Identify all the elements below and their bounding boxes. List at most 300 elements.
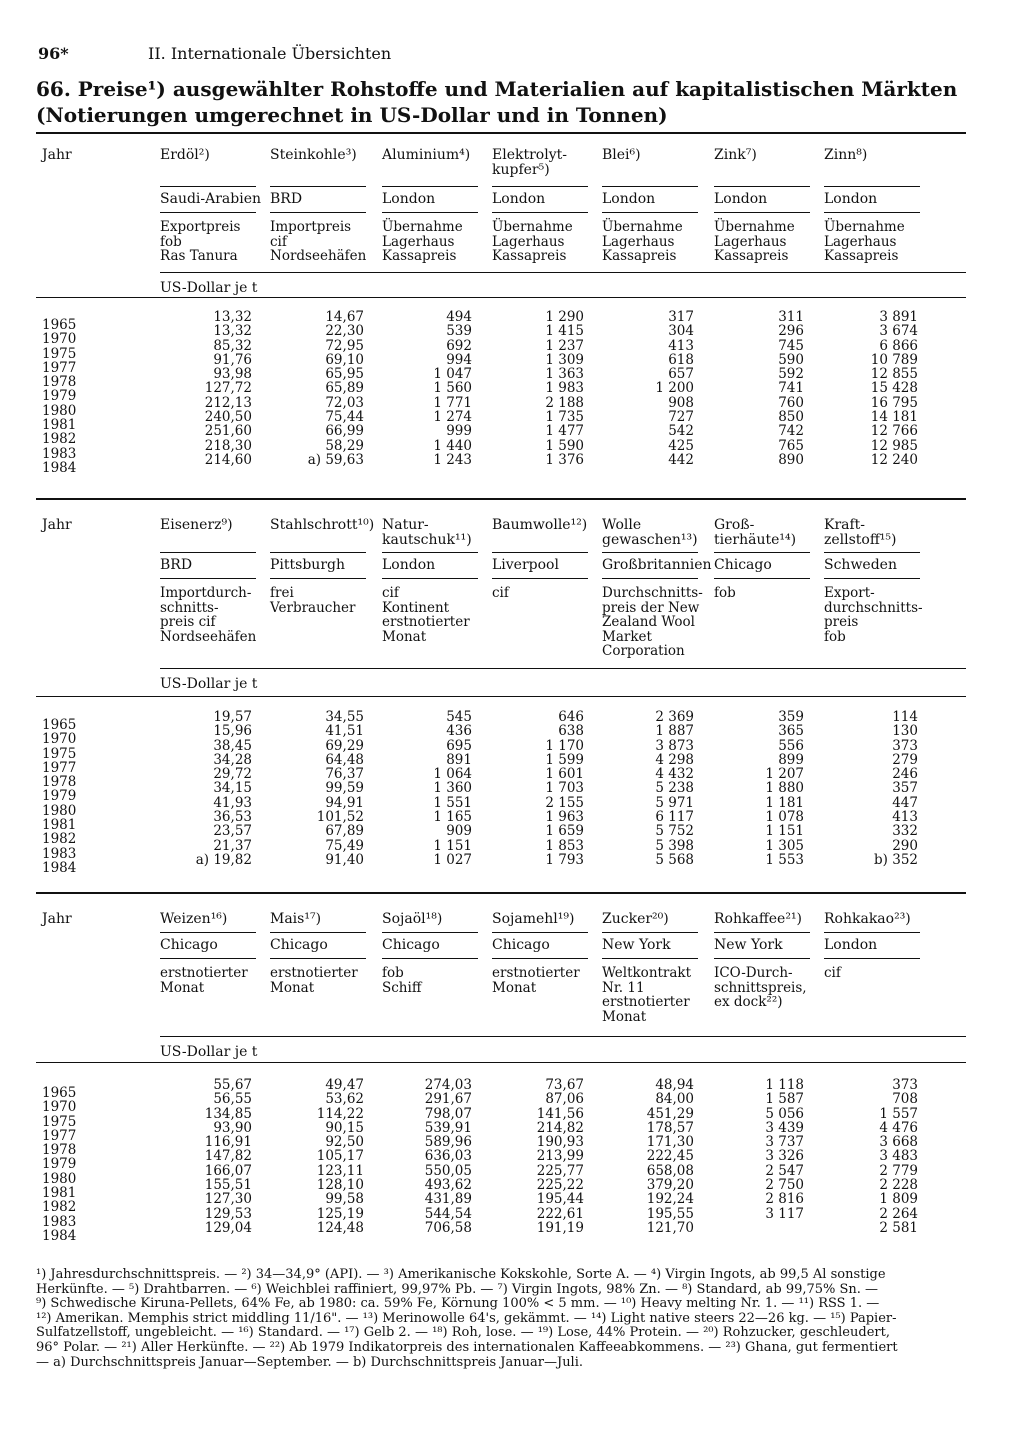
price-cell: 65,95 <box>325 366 364 383</box>
price-cell: 128,10 <box>316 1177 364 1194</box>
price-cell: 706,58 <box>424 1219 472 1236</box>
price-cell: 1 703 <box>545 780 584 797</box>
price-cell: 447 <box>892 794 918 811</box>
price-cell: 22,30 <box>325 323 364 340</box>
price-cell: 13,32 <box>213 309 252 325</box>
price-cell: 3 873 <box>655 737 694 754</box>
price-cell: 240,50 <box>204 409 252 426</box>
price-cell: 192,24 <box>646 1191 694 1208</box>
price-cell: 222,61 <box>536 1205 584 1222</box>
price-cell: 1 771 <box>433 394 472 411</box>
price-cell: 3 439 <box>765 1119 804 1136</box>
market-location: New York <box>714 937 783 953</box>
header-rule <box>160 932 256 933</box>
year-cell: 1975 <box>42 745 77 762</box>
value-column <box>254 310 364 467</box>
market-location: Liverpool <box>492 557 559 573</box>
price-basis-description: Übernahme Lagerhaus Kassapreis <box>824 219 905 264</box>
footnote-line: ⁹) Schwedische Kiruna-Pellets, 64% Fe, ab 1980: ca. 59% Fe, Körnung 100% < 5 mm. — ¹⁰) Heavy melting Nr. 1. — ¹¹) RSS 1. — <box>36 1296 880 1312</box>
price-basis-description: Übernahme Lagerhaus Kassapreis <box>382 219 463 264</box>
value-column <box>254 1078 364 1235</box>
price-basis-description: Durchschnitts- preis der New Zealand Wool Market Corporation <box>602 585 703 659</box>
price-cell: 225,22 <box>536 1177 584 1194</box>
price-cell: 436 <box>446 723 472 740</box>
footnote-line: Herkünfte. — ⁵) Drahtbarren. — ⁶) Weichblei raffiniert, 99,97% Pb. — ⁷) Virgin Ingots, 98% Zn. — ⁸) Standard, ab 99,75% Sn. — <box>36 1281 879 1297</box>
price-cell: 1 274 <box>433 409 472 426</box>
price-cell: 742 <box>778 423 804 440</box>
price-cell: 1 290 <box>545 309 584 325</box>
price-cell: b) 352 <box>874 851 918 868</box>
header-rule <box>714 212 810 213</box>
header-rule <box>160 186 256 187</box>
price-cell: 545 <box>446 709 472 725</box>
year-cell: 1965 <box>42 317 77 333</box>
market-location: Chicago <box>492 937 550 953</box>
price-cell: 899 <box>778 751 804 768</box>
price-cell: 494 <box>446 309 472 325</box>
year-cell: 1978 <box>42 774 77 791</box>
price-cell: 16 795 <box>870 394 918 411</box>
value-column <box>474 710 584 867</box>
unit-bottom-rule <box>36 696 966 697</box>
value-column <box>808 1078 918 1235</box>
header-rule <box>270 552 366 553</box>
price-cell: 129,04 <box>204 1219 252 1236</box>
price-cell: 127,72 <box>204 380 252 397</box>
price-cell: 2 750 <box>765 1177 804 1194</box>
price-cell: 1 590 <box>545 437 584 454</box>
price-cell: 130 <box>892 723 918 740</box>
price-cell: 745 <box>778 337 804 354</box>
price-cell: 34,15 <box>213 780 252 797</box>
market-location: Pittsburgh <box>270 557 345 573</box>
price-cell: 5 398 <box>655 837 694 854</box>
commodity-column-header: Aluminium⁴) <box>382 147 471 163</box>
price-cell: 999 <box>446 423 472 440</box>
header-rule <box>382 186 478 187</box>
price-cell: 2 779 <box>879 1162 918 1179</box>
value-column <box>694 1078 804 1235</box>
price-cell: 87,06 <box>545 1091 584 1108</box>
price-cell: 3 737 <box>765 1134 804 1151</box>
price-cell: 274,03 <box>424 1077 472 1093</box>
price-cell: 105,17 <box>316 1148 364 1165</box>
price-cell: 13,32 <box>213 323 252 340</box>
price-cell: 590 <box>778 351 804 368</box>
commodity-column-header: Wolle gewaschen¹³) <box>602 517 698 548</box>
year-cell: 1970 <box>42 731 77 748</box>
section-title: II. Internationale Übersichten <box>148 44 392 63</box>
price-cell: 1 587 <box>765 1091 804 1108</box>
price-cell: 1 551 <box>433 794 472 811</box>
header-rule <box>714 578 810 579</box>
value-column <box>694 710 804 867</box>
price-cell: 1 553 <box>765 851 804 868</box>
price-cell: 2 264 <box>879 1205 918 1222</box>
commodity-column-header: Erdöl²) <box>160 147 210 163</box>
price-cell: 56,55 <box>213 1091 252 1108</box>
year-cell: 1970 <box>42 331 77 348</box>
year-cell: 1980 <box>42 1170 77 1187</box>
price-cell: 99,59 <box>325 780 364 797</box>
price-cell: 64,48 <box>325 751 364 768</box>
price-cell: 125,19 <box>316 1205 364 1222</box>
price-basis-description: Importpreis cif Nordseehäfen <box>270 219 367 264</box>
price-basis-description: erstnotierter Monat <box>492 965 580 996</box>
price-cell: 12 855 <box>870 366 918 383</box>
price-cell: 2 547 <box>765 1162 804 1179</box>
price-cell: 171,30 <box>646 1134 694 1151</box>
price-table-block <box>36 498 966 876</box>
price-cell: 99,58 <box>325 1191 364 1208</box>
price-cell: 493,62 <box>424 1177 472 1194</box>
table-top-rule <box>36 132 966 134</box>
price-cell: 3 891 <box>879 309 918 325</box>
price-cell: 413 <box>892 809 918 826</box>
price-cell: 12 240 <box>870 451 918 468</box>
year-cell: 1979 <box>42 788 77 805</box>
price-cell: 359 <box>778 709 804 725</box>
price-cell: 225,77 <box>536 1162 584 1179</box>
header-rule <box>492 578 588 579</box>
price-basis-description: Übernahme Lagerhaus Kassapreis <box>602 219 683 264</box>
value-column <box>474 310 584 467</box>
header-rule <box>270 578 366 579</box>
price-cell: 1 078 <box>765 809 804 826</box>
price-cell: 251,60 <box>204 423 252 440</box>
unit-top-rule <box>160 1036 966 1037</box>
price-cell: 2 188 <box>545 394 584 411</box>
value-column <box>694 310 804 467</box>
price-cell: 1 363 <box>545 366 584 383</box>
year-cell: 1984 <box>42 1227 77 1244</box>
price-cell: 147,82 <box>204 1148 252 1165</box>
price-cell: a) 59,63 <box>307 451 364 468</box>
year-cell: 1965 <box>42 1085 77 1101</box>
price-cell: 1 165 <box>433 809 472 826</box>
price-cell: 442 <box>668 451 694 468</box>
price-cell: 1 118 <box>765 1077 804 1093</box>
footnote-line: 96° Polar. — ²¹) Aller Herkünfte. — ²²) Ab 1979 Indikatorpreis des internationalen Kaffeeabkommens. — ²³) Ghana, gut fermentiert <box>36 1339 898 1355</box>
commodity-column-header: Blei⁶) <box>602 147 641 163</box>
price-cell: 1 207 <box>765 766 804 783</box>
year-cell: 1982 <box>42 1199 77 1216</box>
value-column <box>362 1078 472 1235</box>
unit-top-rule <box>160 668 966 669</box>
price-cell: 69,29 <box>325 737 364 754</box>
price-cell: 3 326 <box>765 1148 804 1165</box>
unit-label: US-Dollar je t <box>160 1044 258 1060</box>
price-cell: 69,10 <box>325 351 364 368</box>
price-cell: 222,45 <box>646 1148 694 1165</box>
price-cell: 3 483 <box>879 1148 918 1165</box>
price-cell: 291,67 <box>424 1091 472 1108</box>
price-cell: 592 <box>778 366 804 383</box>
price-cell: 539 <box>446 323 472 340</box>
price-basis-description: cif Kontinent erstnotierter Monat <box>382 585 470 645</box>
price-cell: 124,48 <box>316 1219 364 1236</box>
price-cell: 365 <box>778 723 804 740</box>
price-cell: 290 <box>892 837 918 854</box>
year-cell: 1983 <box>42 445 77 462</box>
price-cell: 3 668 <box>879 1134 918 1151</box>
price-cell: 65,89 <box>325 380 364 397</box>
price-basis-description: erstnotierter Monat <box>270 965 358 996</box>
price-cell: 23,57 <box>213 823 252 840</box>
price-cell: 214,82 <box>536 1119 584 1136</box>
price-cell: 556 <box>778 737 804 754</box>
market-location: Chicago <box>270 937 328 953</box>
header-rule <box>602 958 698 959</box>
price-cell: 2 155 <box>545 794 584 811</box>
year-cell: 1980 <box>42 802 77 819</box>
header-rule <box>492 552 588 553</box>
price-cell: 72,95 <box>325 337 364 354</box>
commodity-column-header: Stahlschrott¹⁰) <box>270 517 375 533</box>
price-cell: 1 599 <box>545 751 584 768</box>
price-cell: 1 735 <box>545 409 584 426</box>
page-header <box>38 44 988 66</box>
header-rule <box>270 958 366 959</box>
year-cell: 1975 <box>42 345 77 362</box>
price-cell: 29,72 <box>213 766 252 783</box>
price-cell: 2 816 <box>765 1191 804 1208</box>
price-cell: 49,47 <box>325 1077 364 1093</box>
price-cell: 1 047 <box>433 366 472 383</box>
price-cell: 34,28 <box>213 751 252 768</box>
header-rule <box>602 578 698 579</box>
commodity-column-header: Steinkohle³) <box>270 147 357 163</box>
market-location: Chicago <box>382 937 440 953</box>
price-cell: 413 <box>668 337 694 354</box>
price-cell: 311 <box>778 309 804 325</box>
market-location: London <box>382 557 436 573</box>
price-cell: 1 983 <box>545 380 584 397</box>
price-cell: 3 674 <box>879 323 918 340</box>
price-cell: 41,93 <box>213 794 252 811</box>
page-number: 96* <box>38 44 69 63</box>
year-cell: 1978 <box>42 374 77 391</box>
value-column <box>362 310 472 467</box>
header-rule <box>270 186 366 187</box>
year-cell: 1970 <box>42 1099 77 1116</box>
year-cell: 1982 <box>42 831 77 848</box>
year-column <box>42 1086 102 1243</box>
price-cell: 1 181 <box>765 794 804 811</box>
price-cell: 539,91 <box>424 1119 472 1136</box>
price-cell: 2 581 <box>879 1219 918 1236</box>
price-cell: 317 <box>668 309 694 325</box>
price-cell: 1 243 <box>433 451 472 468</box>
table-top-rule <box>36 892 966 894</box>
price-cell: 798,07 <box>424 1105 472 1122</box>
price-cell: 4 298 <box>655 751 694 768</box>
market-location: BRD <box>160 557 193 573</box>
price-cell: 178,57 <box>646 1119 694 1136</box>
price-cell: 55,67 <box>213 1077 252 1093</box>
price-cell: 5 971 <box>655 794 694 811</box>
unit-bottom-rule <box>36 297 966 298</box>
market-location: London <box>714 191 768 207</box>
price-cell: 304 <box>668 323 694 340</box>
commodity-column-header: Baumwolle¹²) <box>492 517 588 533</box>
commodity-column-header: Sojamehl¹⁹) <box>492 911 575 927</box>
price-cell: 1 151 <box>765 823 804 840</box>
price-cell: 12 985 <box>870 437 918 454</box>
year-cell: 1977 <box>42 359 77 376</box>
price-basis-description: cif <box>824 965 841 981</box>
header-rule <box>824 212 920 213</box>
price-cell: 890 <box>778 451 804 468</box>
price-cell: 1 305 <box>765 837 804 854</box>
price-basis-description: Übernahme Lagerhaus Kassapreis <box>714 219 795 264</box>
price-cell: 36,53 <box>213 809 252 826</box>
price-cell: 75,44 <box>325 409 364 426</box>
footnote-line: Sulfatzellstoff, ungebleicht. — ¹⁶) Standard. — ¹⁷) Gelb 2. — ¹⁸) Roh, lose. — ¹⁹) Lose, 44% Protein. — ²⁰) Rohzucker, geschleudert, <box>36 1325 890 1341</box>
header-rule <box>382 578 478 579</box>
price-cell: 994 <box>446 351 472 368</box>
table-title-line-2: (Notierungen umgerechnet in US-Dollar und in Tonnen) <box>36 103 668 127</box>
price-cell: 425 <box>668 437 694 454</box>
commodity-column-header: Elektrolyt- kupfer⁵) <box>492 147 567 178</box>
price-basis-description: Export- durchschnitts- preis fob <box>824 585 923 645</box>
price-cell: 1 560 <box>433 380 472 397</box>
price-cell: 2 228 <box>879 1177 918 1194</box>
footnote-line: ¹²) Amerikan. Memphis strict middling 11/16". — ¹³) Merinowolle 64's, gekämmt. — ¹⁴) Light native steers 22—26 kg. — ¹⁵) Papier- <box>36 1310 897 1326</box>
price-cell: 695 <box>446 737 472 754</box>
value-column <box>808 710 918 867</box>
table-title <box>36 76 986 128</box>
header-rule <box>160 578 256 579</box>
price-cell: 1 200 <box>655 380 694 397</box>
price-cell: 246 <box>892 766 918 783</box>
price-cell: 1 557 <box>879 1105 918 1122</box>
market-location: London <box>492 191 546 207</box>
price-cell: a) 19,82 <box>195 851 252 868</box>
market-location: London <box>602 191 656 207</box>
price-cell: 296 <box>778 323 804 340</box>
price-cell: 114 <box>892 709 918 725</box>
price-cell: 41,51 <box>325 723 364 740</box>
price-cell: 373 <box>892 737 918 754</box>
commodity-column-header: Groß- tierhäute¹⁴) <box>714 517 797 548</box>
header-rule <box>824 958 920 959</box>
header-rule <box>382 932 478 933</box>
price-cell: 76,37 <box>325 766 364 783</box>
price-cell: 357 <box>892 780 918 797</box>
header-rule <box>824 578 920 579</box>
value-column <box>584 1078 694 1235</box>
market-location: Chicago <box>714 557 772 573</box>
commodity-column-header: Zucker²⁰) <box>602 911 669 927</box>
unit-top-rule <box>160 272 966 273</box>
price-cell: 1 309 <box>545 351 584 368</box>
price-cell: 21,37 <box>213 837 252 854</box>
price-cell: 92,50 <box>325 1134 364 1151</box>
price-cell: 1 237 <box>545 337 584 354</box>
price-cell: 618 <box>668 351 694 368</box>
price-cell: 1 601 <box>545 766 584 783</box>
price-cell: 544,54 <box>424 1205 472 1222</box>
price-cell: 94,91 <box>325 794 364 811</box>
year-cell: 1978 <box>42 1142 77 1159</box>
header-rule <box>714 186 810 187</box>
commodity-column-header: Eisenerz⁹) <box>160 517 233 533</box>
price-cell: 4 476 <box>879 1119 918 1136</box>
price-cell: 765 <box>778 437 804 454</box>
price-cell: 127,30 <box>204 1191 252 1208</box>
price-basis-description: Weltkontrakt Nr. 11 erstnotierter Monat <box>602 965 692 1025</box>
header-rule <box>492 958 588 959</box>
year-column-header: Jahr <box>42 147 72 163</box>
price-cell: 379,20 <box>646 1177 694 1194</box>
price-cell: 692 <box>446 337 472 354</box>
price-cell: 10 789 <box>870 351 918 368</box>
price-cell: 1 880 <box>765 780 804 797</box>
header-rule <box>270 932 366 933</box>
price-cell: 48,94 <box>655 1077 694 1093</box>
year-cell: 1977 <box>42 759 77 776</box>
value-column <box>584 710 694 867</box>
year-column <box>42 318 102 475</box>
year-cell: 1981 <box>42 417 77 434</box>
price-cell: 646 <box>558 709 584 725</box>
price-cell: 550,05 <box>424 1162 472 1179</box>
price-cell: 708 <box>892 1091 918 1108</box>
price-cell: 1 477 <box>545 423 584 440</box>
price-cell: 589,96 <box>424 1134 472 1151</box>
header-rule <box>602 552 698 553</box>
price-cell: 85,32 <box>213 337 252 354</box>
price-cell: 741 <box>778 380 804 397</box>
year-cell: 1979 <box>42 388 77 405</box>
year-column-header: Jahr <box>42 911 72 927</box>
price-cell: 760 <box>778 394 804 411</box>
price-cell: 14 181 <box>870 409 918 426</box>
price-table-block <box>36 132 966 504</box>
year-cell: 1983 <box>42 845 77 862</box>
year-cell: 1984 <box>42 459 77 476</box>
price-cell: 58,29 <box>325 437 364 454</box>
commodity-column-header: Zinn⁸) <box>824 147 868 163</box>
price-cell: 141,56 <box>536 1105 584 1122</box>
price-basis-description: cif <box>492 585 509 601</box>
header-rule <box>160 552 256 553</box>
value-column <box>254 710 364 867</box>
price-cell: 114,22 <box>316 1105 364 1122</box>
price-cell: 1 659 <box>545 823 584 840</box>
price-cell: 66,99 <box>325 423 364 440</box>
price-cell: 93,90 <box>213 1119 252 1136</box>
header-rule <box>160 958 256 959</box>
price-cell: 129,53 <box>204 1205 252 1222</box>
year-cell: 1979 <box>42 1156 77 1173</box>
price-cell: 213,99 <box>536 1148 584 1165</box>
value-column <box>584 310 694 467</box>
price-cell: 15,96 <box>213 723 252 740</box>
price-cell: 451,29 <box>646 1105 694 1122</box>
price-cell: 1 440 <box>433 437 472 454</box>
price-cell: 6 866 <box>879 337 918 354</box>
price-cell: 1 376 <box>545 451 584 468</box>
market-location: London <box>382 191 436 207</box>
header-rule <box>824 932 920 933</box>
price-cell: 195,55 <box>646 1205 694 1222</box>
year-cell: 1980 <box>42 402 77 419</box>
value-column <box>362 710 472 867</box>
year-column <box>42 718 102 875</box>
market-location: Saudi-Arabien <box>160 191 262 207</box>
